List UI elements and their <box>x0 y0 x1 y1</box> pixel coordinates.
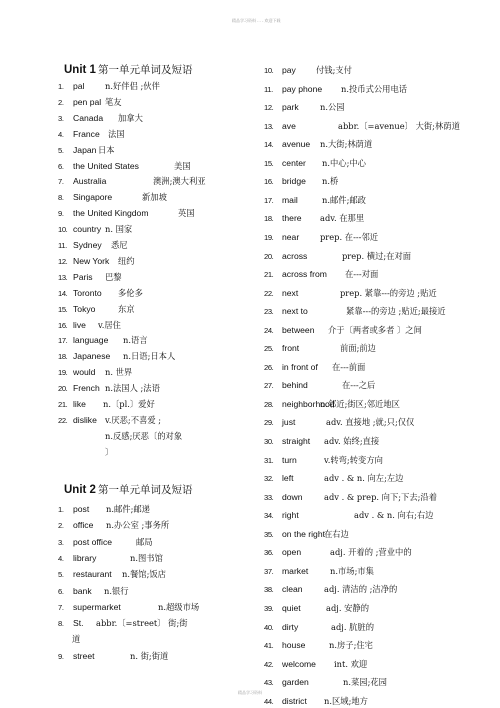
entry-english: street <box>73 650 95 661</box>
entry-english: on the right <box>282 528 325 539</box>
entry-number: 21. <box>264 270 274 280</box>
word-entry <box>58 503 150 516</box>
word-entry <box>264 287 437 300</box>
entry-number: 22. <box>58 415 68 425</box>
entry-chinese: n.办公室 ;事务所 <box>106 520 170 531</box>
entry-chinese: 法国 <box>108 128 125 139</box>
entry-english: market <box>282 565 309 576</box>
entry-english: clean <box>282 584 303 595</box>
word-entry <box>58 207 195 220</box>
word-entry <box>58 128 125 141</box>
entry-chinese: 加拿大 <box>118 112 143 123</box>
entry-english: bank <box>73 585 92 596</box>
entry-chinese: 介于〔两者或多者 〕之间 <box>328 324 422 335</box>
entry-number: 6. <box>58 586 64 596</box>
entry-english: office <box>73 520 94 531</box>
word-entry <box>58 650 169 663</box>
entry-chinese: n.日语;日本人 <box>123 351 176 362</box>
word-entry <box>58 175 206 188</box>
word-entry <box>58 287 143 300</box>
word-entry <box>58 80 160 93</box>
entry-english: Singapore <box>73 192 113 203</box>
entry-english: between <box>282 324 315 335</box>
entry-english: down <box>282 491 303 502</box>
entry-chinese: adv. 直接地 ;就;只;仅仅 <box>326 417 415 428</box>
entry-chinese: n.法国人 ;法语 <box>105 383 160 394</box>
entry-number: 40. <box>264 622 274 632</box>
word-entry <box>264 398 400 411</box>
word-entry <box>264 509 434 522</box>
entry-chinese: 在---之后 <box>342 380 376 391</box>
entry-english: Paris <box>73 271 93 282</box>
entry-chinese: 笔友 <box>105 96 122 107</box>
entry-chinese: 付钱;支付 <box>316 65 352 75</box>
entry-english: bridge <box>282 176 306 187</box>
word-entry <box>264 472 404 485</box>
entry-number: 2. <box>58 97 64 107</box>
entry-chinese: 在---对面 <box>345 269 379 280</box>
entry-number: 4. <box>58 129 64 139</box>
entry-number: 3. <box>58 537 64 547</box>
word-entry <box>264 250 412 263</box>
entry-chinese: 东京 <box>118 303 135 314</box>
entry-number: 2. <box>58 521 64 531</box>
entry-number: 16. <box>264 177 274 187</box>
word-entry <box>264 361 366 374</box>
entry-english: ave <box>282 120 296 131</box>
word-entry <box>58 536 153 549</box>
entry-number: 19. <box>264 232 274 242</box>
entry-english: Japanese <box>73 351 111 362</box>
word-entry <box>264 268 379 281</box>
word-entry <box>58 144 115 157</box>
word-entry <box>58 255 135 268</box>
entry-chinese: 日本 <box>98 144 115 155</box>
entry-english: open <box>282 547 302 558</box>
word-entry <box>264 64 352 77</box>
word-entry <box>264 120 460 133</box>
entry-number: 16. <box>58 320 68 330</box>
entry-number: 11. <box>58 241 67 250</box>
entry-english: post office <box>73 536 113 547</box>
entry-chinese: 在右边 <box>324 528 349 539</box>
entry-number: 12. <box>58 256 68 266</box>
entry-chinese-continued: n.反感;厌恶〔的对象 <box>105 430 183 441</box>
word-entry <box>264 416 415 429</box>
entry-english: restaurant <box>73 569 112 580</box>
entry-english: park <box>282 102 299 113</box>
entry-english: live <box>73 319 86 330</box>
entry-chinese: adj. 开着的 ;营业中的 <box>330 547 412 558</box>
entry-chinese: n. 世界 <box>105 367 133 378</box>
entry-number: 4. <box>58 553 64 563</box>
word-entry <box>58 568 166 581</box>
word-entry <box>264 454 383 467</box>
word-entry <box>264 565 374 578</box>
entry-number: 8. <box>58 619 64 629</box>
entry-chinese: adj. 肮脏的 <box>331 621 374 632</box>
entry-number: 34. <box>264 511 274 521</box>
entry-number: 43. <box>264 678 274 688</box>
entry-number: 12. <box>264 103 274 113</box>
entry-english: behind <box>282 380 308 391</box>
word-entry <box>264 528 349 541</box>
unit2-title <box>64 482 192 497</box>
entry-english: turn <box>282 454 297 465</box>
word-entry <box>264 639 373 652</box>
entry-chinese: 在---前面 <box>332 361 366 372</box>
unit2-title-cn: 第一单元单词及短语 <box>97 484 193 496</box>
entry-chinese: n. 国家 <box>105 224 133 235</box>
entry-english: straight <box>282 436 311 446</box>
entry-chinese: adv. 在那里 <box>320 213 365 224</box>
word-entry <box>264 212 365 225</box>
entry-number: 27. <box>264 381 274 391</box>
entry-chinese: v.转弯;转变方向 <box>324 454 383 465</box>
entry-chinese: n.投币式公用电话 <box>341 83 408 94</box>
entry-number: 6. <box>58 161 64 171</box>
entry-number: 5. <box>58 570 64 580</box>
entry-chinese: 英国 <box>178 208 195 219</box>
entry-number: 17. <box>58 336 68 346</box>
entry-chinese: prep. 横过;在对面 <box>342 250 412 261</box>
entry-chinese: n. 街;街道 <box>130 650 169 661</box>
entry-english: pen pal <box>73 96 102 107</box>
entry-english: supermarket <box>73 601 121 612</box>
entry-number: 22. <box>264 288 274 298</box>
entry-number: 20. <box>58 384 68 394</box>
word-entry <box>264 583 398 596</box>
entry-number: 14. <box>264 140 274 150</box>
entry-number: 17. <box>264 195 274 205</box>
entry-number: 38. <box>264 585 274 595</box>
entry-chinese: prep. 在---邻近 <box>320 231 379 242</box>
entry-english: in front of <box>282 361 318 372</box>
word-entry <box>264 324 422 337</box>
word-entry <box>58 334 148 347</box>
entry-english: Tokyo <box>73 303 96 314</box>
word-entry <box>264 621 374 634</box>
entry-english: house <box>282 640 306 651</box>
entry-number: 18. <box>58 352 68 362</box>
page-footer: 精品学习资料 <box>238 690 262 695</box>
entry-number: 28. <box>264 399 274 409</box>
entry-chinese: adj. 清洁的 ;洁净的 <box>324 584 398 595</box>
entry-english: mail <box>282 194 298 205</box>
entry-number: 44. <box>264 696 274 706</box>
entry-chinese: n.语言 <box>123 335 148 346</box>
entry-number: 9. <box>58 651 64 661</box>
entry-number: 35. <box>264 529 274 539</box>
entry-english: library <box>73 552 97 563</box>
entry-number: 20. <box>264 251 274 261</box>
entry-chinese: 悉尼 <box>111 240 128 250</box>
word-entry <box>58 398 155 411</box>
word-entry <box>58 271 122 284</box>
entry-chinese: 多伦多 <box>118 287 143 298</box>
word-entry <box>58 239 128 252</box>
entry-chinese: 新加坡 <box>142 192 167 203</box>
entry-number: 13. <box>264 121 274 131</box>
entry-number: 30. <box>264 437 274 446</box>
entry-english: country <box>73 224 102 235</box>
entry-chinese: n.区域;地方 <box>324 695 368 706</box>
word-entry <box>264 676 387 689</box>
entry-chinese: n.市场;市集 <box>330 565 374 576</box>
entry-number: 19. <box>58 368 68 378</box>
entry-english: avenue <box>282 139 311 150</box>
entry-number: 11. <box>264 84 273 94</box>
entry-english: like <box>73 399 86 409</box>
word-entry <box>58 112 143 125</box>
unit2-title-en: Unit 2 <box>64 484 96 496</box>
entry-english: pal <box>73 81 85 91</box>
entry-english: pay phone <box>282 83 323 94</box>
entry-chinese: adv . & n. 向右;右边 <box>354 510 434 521</box>
word-entry <box>264 231 379 244</box>
word-entry <box>264 83 408 96</box>
entry-chinese: 纽约 <box>118 255 135 266</box>
entry-chinese: n.邻近;街区;邻近地区 <box>320 398 400 409</box>
entry-chinese: abbr.〔=avenue〕 大街;林荫道 <box>338 120 460 131</box>
entry-chinese: n.邮件;邮递 <box>106 504 150 514</box>
word-entry <box>58 366 133 379</box>
entry-english: district <box>282 695 307 706</box>
entry-chinese: v.居住 <box>98 319 121 330</box>
entry-chinese: adv. 始终;直接 <box>324 436 380 446</box>
entry-chinese: v.厌恶;不喜爱 ; <box>105 414 162 425</box>
word-entry <box>264 658 368 671</box>
entry-english: welcome <box>282 658 316 669</box>
entry-number: 15. <box>264 158 274 168</box>
word-entry <box>58 223 133 236</box>
entry-english: neighborhood <box>282 398 335 409</box>
entry-number: 26. <box>264 362 274 372</box>
word-entry <box>264 379 376 392</box>
entry-english: center <box>282 157 306 168</box>
entry-english: next to <box>282 306 308 317</box>
word-entry <box>58 601 200 614</box>
word-entry <box>264 157 366 170</box>
entry-number: 42. <box>264 659 274 669</box>
entry-english: Sydney <box>73 240 102 250</box>
entry-number: 29. <box>264 418 274 428</box>
word-entry <box>264 491 438 504</box>
entry-number: 24. <box>264 325 274 335</box>
entry-english: France <box>73 128 100 139</box>
entry-chinese: n.餐馆;饭店 <box>122 569 166 580</box>
entry-number: 8. <box>58 193 64 203</box>
entry-chinese: n.超级市场 <box>158 601 200 612</box>
entry-chinese: 前面;前边 <box>340 343 376 354</box>
word-entry <box>58 350 176 363</box>
entry-chinese: n.〔pl.〕爱好 <box>103 399 155 409</box>
entry-english: Australia <box>73 176 107 187</box>
entry-chinese: adj. 安静的 <box>326 602 369 613</box>
word-entry <box>264 435 380 448</box>
entry-chinese-continued: 道 <box>72 634 81 645</box>
entry-english: just <box>282 417 296 428</box>
word-entry <box>58 552 163 565</box>
word-entry <box>58 303 135 316</box>
entry-number: 7. <box>58 177 64 187</box>
entry-number: 15. <box>58 304 68 314</box>
page-header: 精品学习资料 - - - 欢迎下载 <box>232 18 281 23</box>
word-entry <box>264 175 339 188</box>
entry-number: 23. <box>264 307 274 317</box>
entry-english: garden <box>282 677 309 688</box>
entry-english: New York <box>73 255 110 266</box>
word-entry <box>264 101 345 114</box>
entry-chinese: 巴黎 <box>105 271 122 282</box>
entry-number: 5. <box>58 145 64 155</box>
unit1-title-cn: 第一单元单词及短语 <box>97 64 193 76</box>
entry-english: dislike <box>73 414 97 425</box>
entry-english: quiet <box>282 602 301 613</box>
entry-english: across from <box>282 269 327 280</box>
entry-number: 39. <box>264 603 274 613</box>
entry-chinese: int. 欢迎 <box>334 658 368 669</box>
entry-number: 25. <box>264 344 274 354</box>
entry-number: 37. <box>264 566 274 576</box>
word-entry <box>58 585 129 598</box>
entry-english: front <box>282 343 300 354</box>
word-entry <box>264 342 376 355</box>
entry-number: 32. <box>264 474 274 484</box>
unit1-title-en: Unit 1 <box>64 64 96 76</box>
word-entry <box>58 319 121 332</box>
word-entry <box>58 96 122 109</box>
entry-chinese-continued: 〕 <box>105 446 114 457</box>
entry-english: language <box>73 335 109 346</box>
entry-chinese: n.菜园;花园 <box>343 677 387 688</box>
entry-chinese: n.公园 <box>320 102 345 113</box>
entry-chinese: n.图书馆 <box>130 552 163 563</box>
word-entry <box>264 305 446 318</box>
entry-english: near <box>282 231 300 242</box>
word-entry <box>58 160 191 173</box>
entry-chinese: adv . & prep. 向下;下去;沿着 <box>324 491 438 502</box>
entry-english: Toronto <box>73 287 102 298</box>
entry-english: pay <box>282 65 296 75</box>
entry-english: French <box>73 383 100 394</box>
entry-english: post <box>73 504 90 514</box>
entry-number: 31. <box>264 455 274 465</box>
entry-english: would <box>73 367 96 378</box>
entry-number: 10. <box>58 225 68 235</box>
entry-chinese: prep. 紧靠---的旁边 ;贴近 <box>340 287 437 298</box>
entry-number: 21. <box>58 400 68 409</box>
entry-number: 18. <box>264 214 274 224</box>
entry-english: St. <box>73 618 84 629</box>
entry-number: 1. <box>58 82 64 91</box>
entry-chinese: 邮局 <box>136 536 153 547</box>
word-entry <box>264 138 373 151</box>
entry-chinese: 美国 <box>174 160 191 171</box>
entry-chinese: adv . & n. 向左;左边 <box>324 473 404 484</box>
entry-chinese: n.房子;住宅 <box>329 640 373 651</box>
entry-chinese: n.好伴侣 ;伙伴 <box>105 81 160 91</box>
entry-number: 36. <box>264 548 274 558</box>
entry-number: 41. <box>264 641 274 651</box>
entry-number: 9. <box>58 209 64 219</box>
entry-english: dirty <box>282 621 299 632</box>
entry-number: 3. <box>58 113 64 123</box>
entry-chinese: n.银行 <box>104 585 129 596</box>
entry-english: right <box>282 510 299 521</box>
entry-chinese: 紧靠---的旁边 ;贴近;最接近 <box>346 306 446 317</box>
word-entry <box>264 546 412 559</box>
entry-number: 10. <box>264 66 274 75</box>
entry-number: 1. <box>58 505 64 514</box>
entry-chinese: n.邮件;邮政 <box>322 194 366 205</box>
entry-english: Canada <box>73 112 104 123</box>
word-entry <box>58 519 170 532</box>
entry-number: 14. <box>58 288 68 298</box>
entry-chinese: n.桥 <box>322 176 339 187</box>
word-entry <box>58 617 188 630</box>
entry-english: across <box>282 250 308 261</box>
entry-number: 7. <box>58 602 64 612</box>
entry-english: there <box>282 213 302 224</box>
word-entry <box>264 194 366 207</box>
word-entry <box>58 414 162 427</box>
word-entry <box>58 382 160 395</box>
word-entry <box>58 191 167 204</box>
entry-chinese: n.大街;林荫道 <box>320 139 373 150</box>
entry-english: left <box>282 473 294 484</box>
entry-number: 33. <box>264 492 274 502</box>
entry-chinese: n.中心;中心 <box>322 157 366 168</box>
entry-chinese: 澳洲;澳大利亚 <box>153 176 206 187</box>
entry-english: the United Kingdom <box>73 208 149 219</box>
entry-english: Japan <box>73 144 97 155</box>
entry-english: next <box>282 287 299 298</box>
entry-english: the United States <box>73 160 139 171</box>
unit1-title <box>64 62 192 77</box>
word-entry <box>264 602 369 615</box>
entry-chinese: abbr.〔=street〕 街;街 <box>96 618 188 629</box>
word-entry <box>264 695 368 708</box>
entry-number: 13. <box>58 272 68 282</box>
